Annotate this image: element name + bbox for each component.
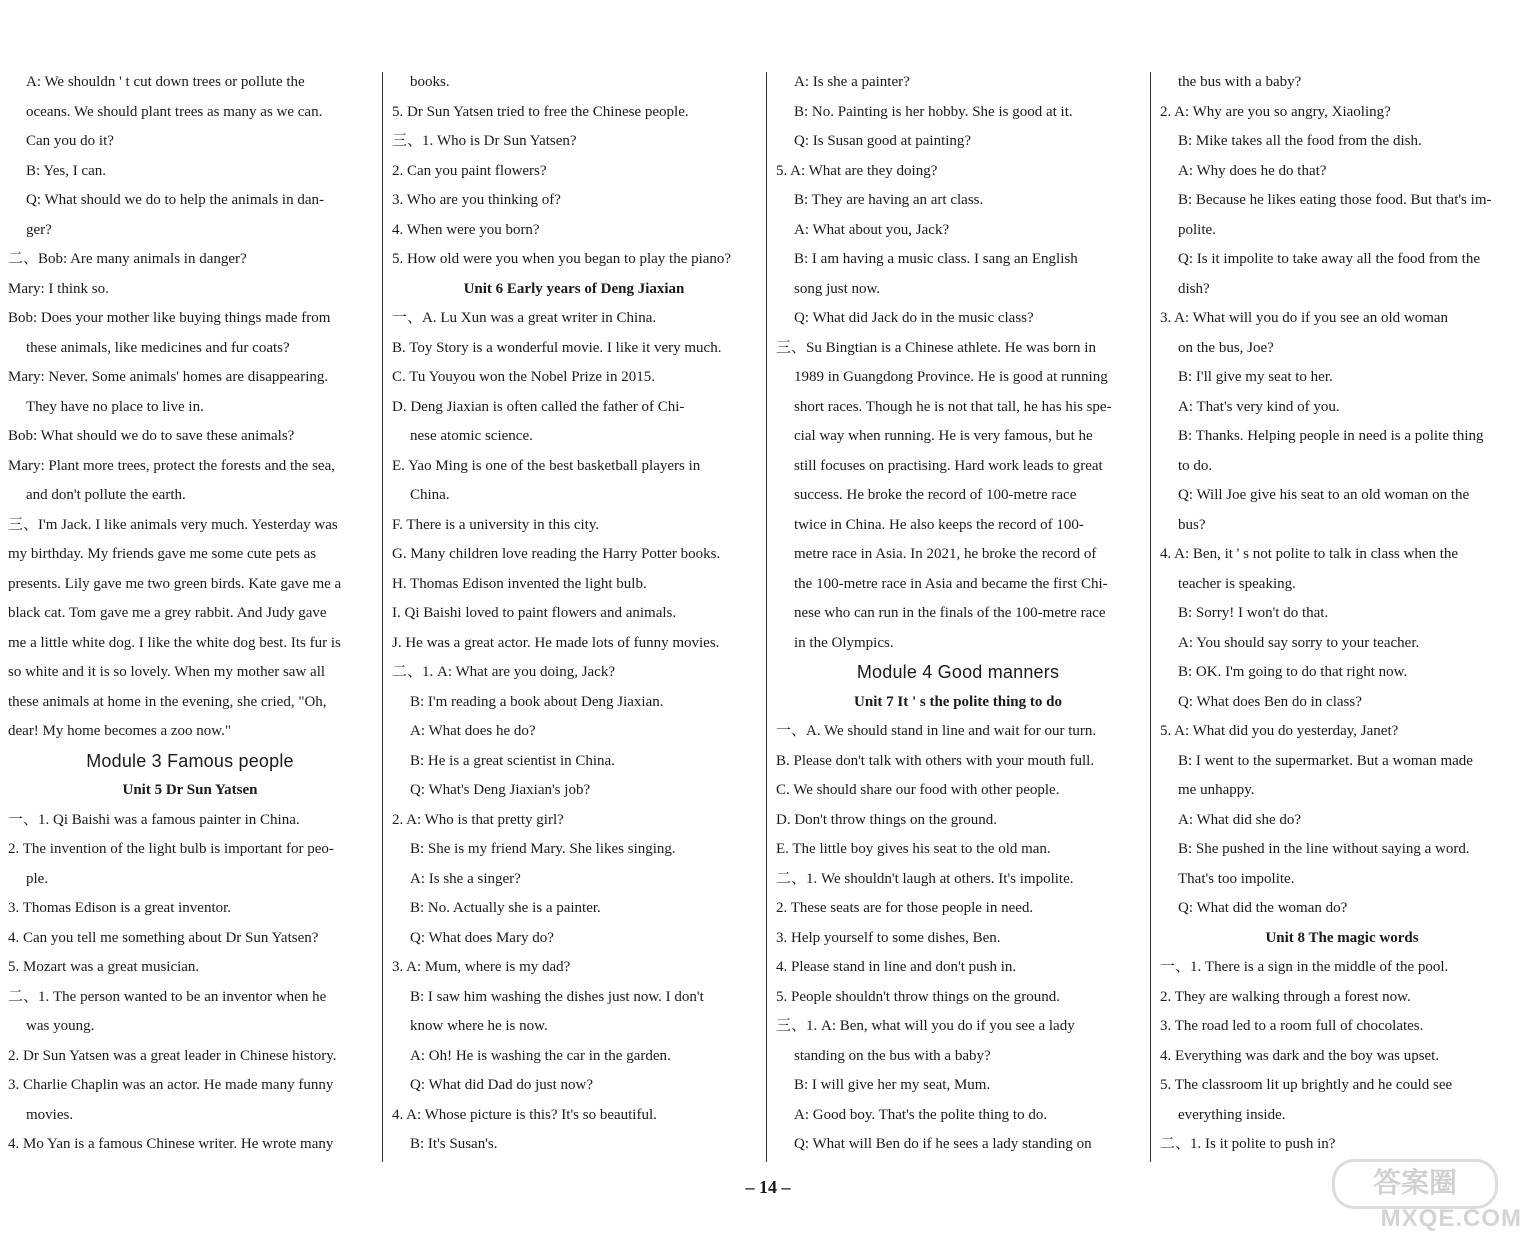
text-line: B: I saw him washing the dishes just now. I don't [410,988,704,1005]
text-line: so white and it is so lovely. When my mother saw all [8,664,326,680]
text-line: ger? [26,221,52,238]
text-line: 2. Dr Sun Yatsen was a great leader in Chinese history. [8,1047,337,1064]
text-line: 3. A: What will you do if you see an old woman [1160,310,1449,326]
text-line: on the bus, Joe? [1178,339,1274,356]
text-line: 2. The invention of the light bulb is important for peo- [8,841,334,857]
text-line: nese who can run in the finals of the 100-metre race [794,605,1106,621]
text-line: teacher is speaking. [1178,575,1296,592]
text-line: Q: What does Mary do? [410,929,554,946]
text-line: B: I went to the supermarket. But a woman made [1178,752,1473,769]
watermark-mark: 答案圈 [1332,1159,1498,1209]
column-3 [776,68,1140,1160]
watermark-logo [1322,1159,1522,1239]
text-line: dear! My home becomes a zoo now." [8,723,231,739]
text-line: E. Yao Ming is one of the best basketball players in [392,457,701,474]
text-line: 4. Everything was dark and the boy was upset. [1160,1047,1440,1064]
text-line: these animals, like medicines and fur coats? [26,339,290,356]
text-line: the bus with a baby? [1178,74,1302,90]
text-line: I. Qi Baishi loved to paint flowers and animals. [392,605,677,621]
text-line: 3. Who are you thinking of? [392,192,561,208]
text-line: B: They are having an art class. [794,192,984,208]
text-line: B: I'll give my seat to her. [1178,369,1333,385]
text-line: A: We shouldn ' t cut down trees or pollute the [26,74,305,90]
text-line: B: It's Susan's. [410,1136,498,1152]
text-line: 3. Thomas Edison is a great inventor. [8,900,232,916]
text-line: dish? [1178,280,1210,297]
text-line: know where he is now. [410,1018,548,1034]
page-number: – 14 – [745,1177,791,1197]
text-line: A: That's very kind of you. [1178,398,1340,415]
text-line: 5. Mozart was a great musician. [8,959,200,975]
text-line: C. Tu Youyou won the Nobel Prize in 2015. [392,369,655,385]
text-line: Mary: I think so. [8,280,109,297]
watermark-site: MXQE.COM [1380,1205,1522,1232]
text-line: China. [410,487,450,503]
text-line: 5. Dr Sun Yatsen tried to free the Chinese people. [392,103,689,120]
column-1 [8,68,372,1160]
text-line: A: Why does he do that? [1178,162,1327,179]
text-line: nese atomic science. [410,428,533,444]
text-line: That's too impolite. [1178,870,1295,887]
text-line: B: Thanks. Helping people in need is a polite thing [1178,428,1484,444]
column-4 [1160,68,1524,1160]
text-line: A: You should say sorry to your teacher. [1178,634,1420,651]
text-line: F. There is a university in this city. [392,516,600,533]
text-line: A: Is she a painter? [794,74,910,90]
text-line: 2. A: Why are you so angry, Xiaoling? [1160,103,1391,120]
text-line: in the Olympics. [794,634,894,651]
unit-heading: Unit 6 Early years of Deng Jiaxian [463,280,685,297]
text-line: 三、Su Bingtian is a Chinese athlete. He was born in [776,339,1096,356]
text-line: movies. [26,1106,74,1123]
text-line: success. He broke the record of 100-metre race [794,487,1077,503]
text-line: the 100-metre race in Asia and became the first Chi- [794,575,1108,592]
text-line: B: Mike takes all the food from the dish. [1178,133,1422,149]
text-line: Q: What did the woman do? [1178,900,1348,916]
column-divider [382,72,383,1162]
text-line: black cat. Tom gave me a grey rabbit. And Judy gave [8,605,327,621]
text-line: C. We should share our food with other people. [776,782,1060,798]
text-line: B: I will give her my seat, Mum. [794,1077,991,1093]
text-line: 2. Can you paint flowers? [392,162,547,179]
text-line: cial way when running. He is very famous, but he [794,428,1093,444]
text-line: everything inside. [1178,1106,1286,1123]
text-line: B: I am having a music class. I sang an English [794,251,1078,267]
text-line: books. [410,74,450,90]
text-line: 三、1. Who is Dr Sun Yatsen? [392,133,577,149]
text-line: 3. Charlie Chaplin was an actor. He made many funny [8,1077,334,1093]
text-line: 5. A: What did you do yesterday, Janet? [1160,723,1399,739]
text-line: 4. A: Whose picture is this? It's so beautiful. [392,1106,657,1123]
text-line: Bob: Does your mother like buying things made from [8,310,331,326]
text-line: J. He was a great actor. He made lots of funny movies. [392,634,720,651]
text-line: Q: What should we do to help the animals in dan- [26,192,325,208]
text-line: 二、1. Is it polite to push in? [1160,1136,1336,1152]
text-line: 2. A: Who is that pretty girl? [392,811,564,828]
column-2 [392,68,756,1160]
text-line: 一、1. There is a sign in the middle of the pool. [1160,959,1449,975]
text-line: B: No. Painting is her hobby. She is good at it. [794,103,1073,120]
text-line: 3. A: Mum, where is my dad? [392,959,571,975]
text-line: B: She pushed in the line without saying a word. [1178,841,1470,857]
text-line: Bob: What should we do to save these animals? [8,428,295,444]
column-divider [1150,72,1151,1162]
text-line: 二、1. The person wanted to be an inventor when he [8,988,327,1005]
text-line: twice in China. He also keeps the record of 100- [794,516,1084,533]
text-line: Q: What does Ben do in class? [1178,693,1362,710]
text-line: Q: Will Joe give his seat to an old woman on the [1178,487,1470,503]
text-line: Q: What did Dad do just now? [410,1077,594,1093]
text-line: me a little white dog. I like the white dog best. Its fur is [8,634,341,651]
text-line: 3. Help yourself to some dishes, Ben. [776,929,1001,946]
text-line: Q: What will Ben do if he sees a lady standing on [794,1136,1092,1152]
text-line: metre race in Asia. In 2021, he broke the record of [794,546,1097,562]
text-line: 2. They are walking through a forest now. [1160,988,1411,1005]
text-line: 2. These seats are for those people in need. [776,900,1034,916]
text-line: these animals at home in the evening, she cried, "Oh, [8,693,327,710]
text-line: B: OK. I'm going to do that right now. [1178,664,1408,680]
text-line: A: What did she do? [1178,811,1302,828]
text-line: 5. How old were you when you began to play the piano? [392,251,732,267]
answer-page [0,64,1536,1164]
text-line: bus? [1178,516,1206,533]
text-line: Can you do it? [26,133,114,149]
unit-heading: Unit 8 The magic words [1265,929,1419,946]
text-line: Q: What's Deng Jiaxian's job? [410,782,591,798]
text-line: 1989 in Guangdong Province. He is good at running [794,369,1108,385]
text-line: 一、1. Qi Baishi was a famous painter in China. [8,811,300,828]
text-line: 3. The road led to a room full of chocolates. [1160,1018,1424,1034]
text-line: B: He is a great scientist in China. [410,752,615,769]
text-line: short races. Though he is not that tall, he has his spe- [794,398,1112,415]
text-line: 一、A. Lu Xun was a great writer in China. [392,310,657,326]
text-line: Q: Is Susan good at painting? [794,133,972,149]
text-line: 三、I'm Jack. I like animals very much. Yesterday was [8,516,338,533]
text-line: B: Sorry! I won't do that. [1178,605,1329,621]
text-line: A: What about you, Jack? [794,221,950,238]
text-line: 二、1. A: What are you doing, Jack? [392,664,616,680]
text-line: still focuses on practising. Hard work leads to great [794,457,1103,474]
text-line: song just now. [794,280,881,297]
text-line: A: What does he do? [410,723,536,739]
unit-heading: Unit 5 Dr Sun Yatsen [122,782,258,798]
text-line: 4. Mo Yan is a famous Chinese writer. He wrote many [8,1136,334,1152]
text-line: oceans. We should plant trees as many as we can. [26,103,323,120]
text-line: B: Because he likes eating those food. But that's im- [1178,192,1492,208]
text-line: B: I'm reading a book about Deng Jiaxian. [410,693,664,710]
text-line: 4. A: Ben, it ' s not polite to talk in class when the [1160,546,1459,562]
text-line: D. Deng Jiaxian is often called the father of Chi- [392,398,685,415]
text-line: B: Yes, I can. [26,162,107,179]
text-line: me unhappy. [1178,782,1255,798]
text-line: 三、1. A: Ben, what will you do if you see a lady [776,1018,1075,1034]
text-line: 二、Bob: Are many animals in danger? [8,251,247,267]
module-heading: Module 4 Good manners [856,662,1060,682]
text-line: 5. People shouldn't throw things on the ground. [776,988,1060,1005]
text-line: A: Is she a singer? [410,870,521,887]
text-line: G. Many children love reading the Harry Potter books. [392,546,721,562]
text-line: They have no place to live in. [26,398,204,415]
text-line: 5. A: What are they doing? [776,162,938,179]
text-line: 4. When were you born? [392,221,540,238]
module-heading: Module 3 Famous people [86,750,294,771]
text-line: A: Good boy. That's the polite thing to do. [794,1106,1048,1123]
text-line: B. Toy Story is a wonderful movie. I like it very much. [392,339,722,356]
text-line: D. Don't throw things on the ground. [776,811,998,828]
text-line: Q: Is it impolite to take away all the food from the [1178,251,1481,267]
text-line: Q: What did Jack do in the music class? [794,310,1034,326]
text-line: 二、1. We shouldn't laugh at others. It's impolite. [776,870,1074,887]
text-line: A: Oh! He is washing the car in the garden. [410,1047,671,1064]
text-line: Mary: Plant more trees, protect the forests and the sea, [8,457,335,474]
text-line: presents. Lily gave me two green birds. Kate gave me a [8,575,342,592]
text-line: 一、A. We should stand in line and wait for our turn. [776,723,1097,739]
text-line: 4. Can you tell me something about Dr Sun Yatsen? [8,929,319,946]
text-line: B: She is my friend Mary. She likes singing. [410,841,676,857]
text-line: B. Please don't talk with others with your mouth full. [776,752,1095,769]
text-line: 4. Please stand in line and don't push in. [776,959,1017,975]
text-line: standing on the bus with a baby? [794,1047,991,1064]
text-line: ple. [26,870,49,887]
text-line: and don't pollute the earth. [26,487,186,503]
unit-heading: Unit 7 It ' s the polite thing to do [854,693,1062,710]
text-line: my birthday. My friends gave me some cute pets as [8,546,317,562]
text-line: to do. [1178,457,1213,474]
text-line: was young. [26,1018,95,1034]
text-line: Mary: Never. Some animals' homes are disappearing. [8,369,329,385]
column-divider [766,72,767,1162]
text-line: H. Thomas Edison invented the light bulb. [392,575,647,592]
text-line: polite. [1178,221,1216,238]
text-line: 5. The classroom lit up brightly and he could see [1160,1077,1453,1093]
text-line: B: No. Actually she is a painter. [410,900,601,916]
text-line: E. The little boy gives his seat to the old man. [776,841,1051,857]
